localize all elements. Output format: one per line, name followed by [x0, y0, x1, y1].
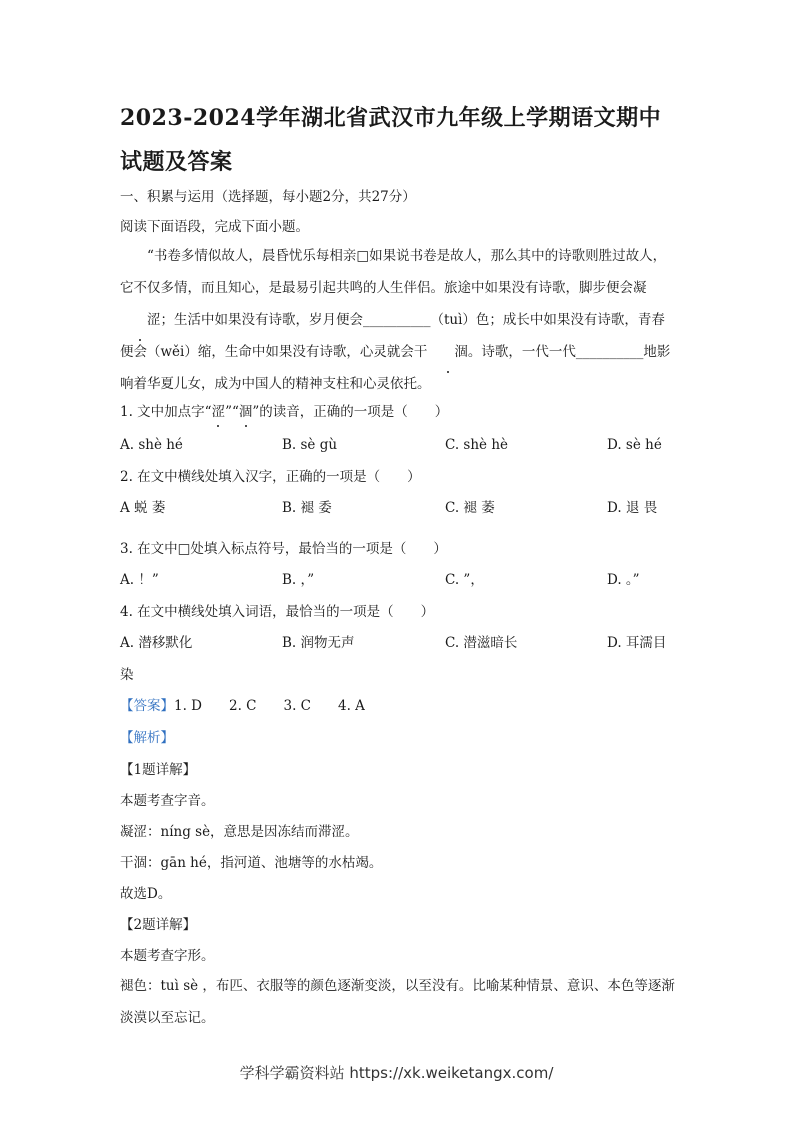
- q4-option-d: D. 耳濡目: [607, 635, 667, 651]
- detail-2-intro: 本题考查字形。: [120, 948, 215, 964]
- footer-watermark: 学科学霸资料站 https://xk.weiketangx.com/: [239, 1064, 554, 1082]
- q4-option-b: B. 润物无声: [282, 635, 355, 651]
- question-4-stem: 4. 在文中横线处填入词语，最恰当的一项是（ ）: [120, 604, 435, 620]
- q1-option-a: A. shè hé: [120, 437, 183, 453]
- question-2-options: [120, 498, 680, 518]
- detail-2-line-1: 褪色：tuì sè ，布匹、衣服等的颜色逐渐变淡，以至没有。比喻某种情景、意识、本色等逐渐淡漠以至忘记。: [120, 978, 675, 1026]
- q1-dotted-char-se: 涩: [211, 404, 226, 420]
- detail-1-line-3: 故选D。: [120, 886, 172, 902]
- passage-part-2: ；生活中如果没有诗歌，岁月便会__________（tuì）色；成长中如果没有诗歌，青春便会（wěi）缩，生命中如果没有诗歌，心灵就会干: [120, 312, 665, 360]
- dotted-char-he: 涸: [427, 336, 468, 368]
- detail-1-line-2: 干涸：gān hé，指河道、池塘等的水枯竭。: [120, 855, 383, 871]
- q3-option-b: B. ，”: [282, 572, 315, 588]
- question-1-stem: 1. 文中加点字“涩”“涸”的读音，正确的一项是（ ）: [120, 404, 449, 420]
- question-3-stem: 3. 在文中□处填入标点符号，最恰当的一项是（ ）: [120, 541, 447, 557]
- detail-1-line-1: 凝涩：níng sè，意思是因冻结而滞涩。: [120, 824, 359, 840]
- answer-text: 1. D 2. C 3. C 4. A: [174, 698, 365, 714]
- q3-option-d: D. 。”: [607, 572, 640, 588]
- q1-option-d: D. sè hé: [607, 437, 662, 453]
- section-heading: 一、积累与运用（选择题，每小题2分，共27分）: [120, 189, 416, 205]
- q1-dotted-char-he: 涸: [238, 404, 253, 420]
- detail-2-heading: 【2题详解】: [120, 917, 197, 933]
- detail-1-intro: 本题考查字音。: [120, 793, 215, 809]
- q3-option-a: A. ！”: [120, 572, 159, 588]
- dotted-char-se: 涩: [120, 304, 161, 336]
- detail-1-heading: 【1题详解】: [120, 762, 197, 778]
- answer-line: [120, 696, 365, 716]
- q2-option-a: A 蜕 萎: [120, 500, 166, 516]
- reading-instruction: 阅读下面语段，完成下面小题。: [120, 219, 309, 235]
- q4-option-a: A. 潜移默化: [120, 635, 193, 651]
- document-title: 2023-2024学年湖北省武汉市九年级上学期语文期中试题及答案: [120, 105, 662, 175]
- answer-label: 【答案】: [120, 698, 174, 714]
- question-3-options: [120, 570, 680, 590]
- q3-option-c: C. ”，: [445, 572, 484, 588]
- reading-passage: [120, 240, 676, 400]
- q1-option-b: B. sè gù: [282, 437, 338, 453]
- passage-part-1: “书卷多情似故人，晨昏忧乐每相亲□如果说书卷是故人，那么其中的诗歌则胜过故人，它不仅多情，而且知心，是最易引起共鸣的人生伴侣。旅途中如果没有诗歌，脚步便会凝: [120, 248, 667, 296]
- q4-option-c: C. 潜滋暗长: [445, 635, 518, 651]
- q2-option-b: B. 褪 委: [282, 500, 332, 516]
- question-2-stem: 2. 在文中横线处填入汉字，正确的一项是（ ）: [120, 469, 421, 485]
- q4-option-d-continued: 染: [120, 667, 134, 683]
- q1-option-c: C. shè hè: [445, 437, 509, 453]
- question-1-options: [120, 435, 680, 455]
- question-4-options: [120, 633, 680, 653]
- q2-option-c: C. 褪 萎: [445, 500, 495, 516]
- passage-part-3: 。诗歌，一代一代__________地影响着华夏儿女，成为中国人的精神支柱和心灵依托。: [120, 344, 671, 392]
- analysis-label: 【解析】: [120, 730, 174, 746]
- q2-option-d: D. 退 畏: [607, 500, 658, 516]
